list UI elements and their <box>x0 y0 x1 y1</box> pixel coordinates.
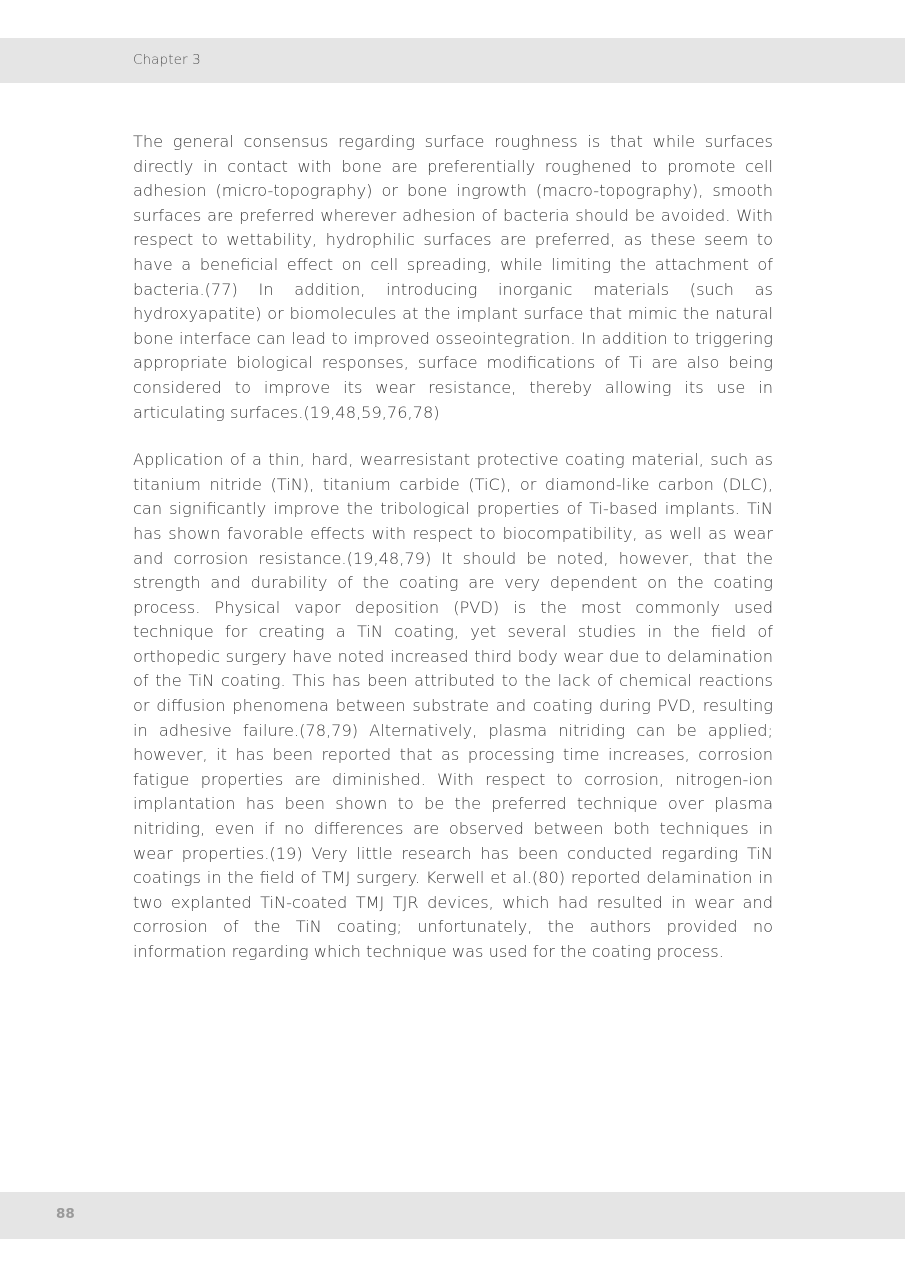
paragraph-surface-roughness: The general consensus regarding surface roughness is that while surfaces directly in contact with bone are preferentially roughened to promote cell adhesion (micro-topography) or bone ingrowth (macro-topography), smooth surfaces are preferred wherever adhesion of bacteria should be avoided. With respect to wettability, hydrophilic surfaces are preferred, as these seem to have a beneficial effect on cell spreading, while limiting the attachment of bacteria.(77) In addition, introducing inorganic materials (such as hydroxyapatite) or biomolecules at the implant surface that mimic the natural bone interface can lead to improved osseointegration. In addition to triggering appropriate biological responses, surface modifications of Ti are also being considered to improve its wear resistance, thereby allowing its use in articulating surfaces.(19,48,59,76,78) <box>133 132 773 422</box>
body-text <box>133 130 773 965</box>
page-number: 88 <box>56 1206 75 1222</box>
running-footer <box>0 1192 905 1239</box>
chapter-label: Chapter 3 <box>133 52 201 68</box>
paragraph-coating: Application of a thin, hard, wearresistant protective coating material, such as titanium nitride (TiN), titanium carbide (TiC), or diamond-like carbon (DLC), can significantly improve the tribological properties of Ti-based implants. TiN has shown favorable effects with respect to biocompatibility, as well as wear and corrosion resistance.(19,48,79) It should be noted, however, that the strength and durability of the coating are very dependent on the coating process. Physical vapor deposition (PVD) is the most commonly used technique for creating a TiN coating, yet several studies in the field of orthopedic surgery have noted increased third body wear due to delamination of the TiN coating. This has been attributed to the lack of chemical reactions or diffusion phenomena between substrate and coating during PVD, resulting in adhesive failure.(78,79) Alternatively, plasma nitriding can be applied; however, it has been reported that as processing time increases, corrosion fatigue properties are diminished. With respect to corrosion, nitrogen-ion implantation has been shown to be the preferred technique over plasma nitriding, even if no differences are observed between both techniques in wear properties.(19) Very little research has been conducted regarding TiN coatings in the field of TMJ surgery. Kerwell et al.(80) reported delamination in two explanted TiN-coated TMJ TJR devices, which had resulted in wear and corrosion of the TiN coating; unfortunately, the authors provided no information regarding which technique was used for the coating process. <box>133 450 773 961</box>
